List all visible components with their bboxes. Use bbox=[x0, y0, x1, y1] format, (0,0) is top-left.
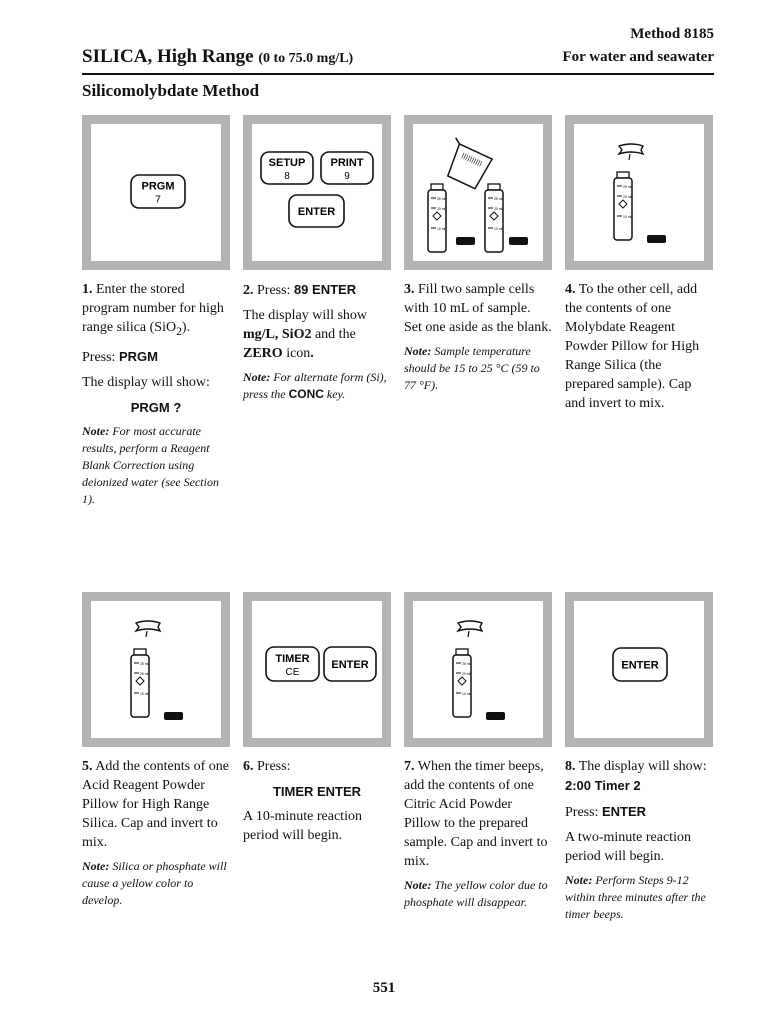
press-label: Press: bbox=[82, 349, 119, 365]
graduation-label: 25 mL bbox=[462, 662, 472, 666]
note-text: The yellow color due to phosphate will disappear. bbox=[404, 878, 548, 909]
note-text: Silica or phosphate will cause a yellow color to develop. bbox=[82, 859, 227, 907]
pour-line bbox=[146, 631, 147, 637]
step-text: A two-minute reaction period will begin. bbox=[565, 830, 691, 864]
key-label: ENTER bbox=[297, 206, 336, 218]
method-number: Method 8185 bbox=[630, 26, 714, 42]
keypad-prgm-illustration bbox=[91, 124, 221, 261]
graduation-label: 20 mL bbox=[140, 672, 150, 676]
pour-line bbox=[629, 154, 630, 160]
graduation-label: 20 mL bbox=[623, 195, 633, 199]
key-name: PRGM bbox=[118, 348, 158, 364]
keypad-timer-enter-illustration bbox=[252, 601, 382, 738]
press-label: Press: bbox=[257, 759, 291, 774]
powder-pillow-icon bbox=[458, 621, 482, 631]
note-label: Note: bbox=[82, 423, 110, 438]
illustration-frame bbox=[404, 115, 552, 270]
step-number: 8. bbox=[565, 759, 576, 774]
title-text: SILICA, High Range bbox=[82, 46, 254, 67]
step-number: 2. bbox=[243, 283, 254, 298]
sample-cell bbox=[614, 172, 633, 240]
step-5 bbox=[82, 592, 230, 929]
key-label: PRGM bbox=[141, 180, 175, 193]
step-text: A 10-minute reaction period will begin. bbox=[243, 809, 362, 843]
note-label: Note: bbox=[404, 344, 432, 358]
method-subtitle: Silicomolybdate Method bbox=[82, 81, 260, 100]
steps-row-2 bbox=[82, 592, 716, 929]
display-zero: ZERO bbox=[243, 346, 283, 361]
step-text: When the timer beeps, add the contents of one Citric Acid Powder Pillow to the prepared sample. Cap and invert to mix. bbox=[404, 759, 548, 869]
step-number: 3. bbox=[404, 282, 415, 297]
cell-cap bbox=[486, 712, 505, 720]
fill-cells-illustration bbox=[413, 124, 543, 261]
press-label: Press: bbox=[565, 805, 602, 820]
key-name: ENTER bbox=[601, 804, 647, 819]
graduation-label: 25 mL bbox=[494, 197, 504, 201]
sample-cell bbox=[485, 184, 504, 252]
graduation-label: 25 mL bbox=[437, 197, 447, 201]
step-number: 4. bbox=[565, 282, 576, 297]
key-sublabel: CE bbox=[285, 667, 300, 678]
key-label: TIMER bbox=[275, 653, 310, 665]
cell-cap bbox=[647, 235, 666, 243]
display-text: The display will show bbox=[243, 308, 368, 323]
note-text: Perform Steps 9-12 within three minutes after the timer beeps. bbox=[565, 873, 706, 921]
step-7 bbox=[404, 592, 552, 929]
graduation-label: 25 mL bbox=[140, 662, 150, 666]
key-label: ENTER bbox=[331, 659, 369, 671]
display-label: The display will show: bbox=[82, 374, 210, 390]
illustration-frame bbox=[243, 592, 391, 747]
water-type: For water and seawater bbox=[562, 49, 714, 65]
key-label: ENTER bbox=[621, 659, 659, 672]
prgm-key bbox=[131, 175, 185, 208]
step-6 bbox=[243, 592, 391, 929]
steps-row-1 bbox=[82, 115, 716, 514]
illustration-frame bbox=[565, 115, 713, 270]
keypad-enter-illustration bbox=[574, 601, 704, 738]
step-text: To the other cell, add the contents of one Molybdate Reagent Powder Pillow for High Range Silica (the prepared sample). Cap and invert to mix. bbox=[565, 282, 700, 411]
note-text: Sample temperature should be 15 to 25 °C (59 to 77 °F). bbox=[404, 344, 540, 392]
graduation-label: 10 mL bbox=[140, 692, 150, 696]
graduation-label: 20 mL bbox=[494, 207, 504, 211]
add-pillow-illustration bbox=[91, 601, 221, 738]
graduation-label: 10 mL bbox=[623, 215, 633, 219]
step-4 bbox=[565, 115, 713, 514]
display-text-mid: and the bbox=[311, 327, 356, 342]
keypad-setup-print-enter-illustration bbox=[252, 124, 382, 261]
note-label: Note: bbox=[565, 873, 593, 887]
note-text-end: key. bbox=[323, 387, 346, 401]
step-number: 7. bbox=[404, 759, 415, 774]
graduation-label: 25 mL bbox=[623, 185, 633, 189]
step-2 bbox=[243, 115, 391, 514]
setup-key bbox=[261, 152, 313, 184]
step-text: Enter the stored program number for high range silica (SiO bbox=[82, 282, 224, 335]
display-period: . bbox=[310, 346, 314, 361]
graduation-label: 20 mL bbox=[437, 207, 447, 211]
illustration-frame bbox=[82, 115, 230, 270]
illustration-frame bbox=[404, 592, 552, 747]
step-text: Fill two sample cells with 10 mL of sample. Set one aside as the blank. bbox=[404, 282, 552, 335]
beaker-icon bbox=[440, 138, 494, 190]
graduation-label: 20 mL bbox=[462, 672, 472, 676]
powder-pillow-icon bbox=[619, 144, 643, 154]
cell-cap bbox=[164, 712, 183, 720]
cell-cap bbox=[509, 237, 528, 245]
note-label: Note: bbox=[243, 370, 271, 384]
sample-cell bbox=[131, 649, 150, 717]
key-label: PRINT bbox=[330, 157, 364, 169]
powder-pillow-icon bbox=[136, 621, 160, 631]
step-3 bbox=[404, 115, 552, 514]
key-name: TIMER ENTER bbox=[272, 784, 362, 799]
key-label: SETUP bbox=[268, 157, 306, 169]
illustration-frame bbox=[565, 592, 713, 747]
key-name: CONC bbox=[288, 387, 324, 401]
pour-line bbox=[468, 631, 469, 637]
sample-cell bbox=[428, 184, 447, 252]
header-rule bbox=[82, 73, 714, 75]
timer-ce-key bbox=[266, 647, 319, 681]
note-label: Note: bbox=[404, 878, 432, 892]
step-number: 5. bbox=[82, 759, 93, 774]
display-text: The display will show: bbox=[578, 759, 707, 774]
print-key bbox=[321, 152, 373, 184]
note-label: Note: bbox=[82, 859, 110, 873]
sample-cell bbox=[453, 649, 472, 717]
page-title bbox=[82, 46, 353, 68]
key-sublabel: 7 bbox=[155, 194, 161, 206]
key-sublabel: 9 bbox=[344, 171, 350, 182]
step-1 bbox=[82, 115, 230, 514]
title-range: (0 to 75.0 mg/L) bbox=[258, 51, 354, 66]
note-text: For most accurate results, perform a Reagent Blank Correction using deionized water (see Section 1). bbox=[82, 423, 219, 506]
step-text-end: ). bbox=[181, 320, 191, 335]
subscript: 2 bbox=[176, 324, 182, 338]
press-label: Press: bbox=[257, 283, 294, 298]
illustration-frame bbox=[243, 115, 391, 270]
note-text: For alternate form (Si), press the bbox=[243, 370, 387, 401]
display-value: PRGM ? bbox=[130, 399, 182, 415]
add-pillow-illustration bbox=[574, 124, 704, 261]
step-number: 6. bbox=[243, 759, 254, 774]
step-number: 1. bbox=[82, 282, 93, 297]
illustration-frame bbox=[82, 592, 230, 747]
add-pillow-illustration bbox=[413, 601, 543, 738]
cell-cap bbox=[456, 237, 475, 245]
enter-key bbox=[613, 648, 667, 681]
enter-key bbox=[289, 195, 344, 227]
key-sublabel: 8 bbox=[284, 171, 290, 182]
graduation-label: 10 mL bbox=[462, 692, 472, 696]
display-value: 2:00 Timer 2 bbox=[565, 778, 641, 793]
graduation-label: 10 mL bbox=[494, 227, 504, 231]
display-units: mg/L, SiO2 bbox=[243, 327, 312, 342]
enter-key bbox=[324, 647, 376, 681]
step-8 bbox=[565, 592, 713, 929]
display-text-end: icon bbox=[282, 346, 311, 361]
step-text: Add the contents of one Acid Reagent Powder Pillow for High Range Silica. Cap and invert to mix. bbox=[82, 759, 229, 850]
graduation-label: 10 mL bbox=[437, 227, 447, 231]
key-name: 89 ENTER bbox=[293, 282, 357, 297]
page-number: 551 bbox=[372, 980, 396, 996]
